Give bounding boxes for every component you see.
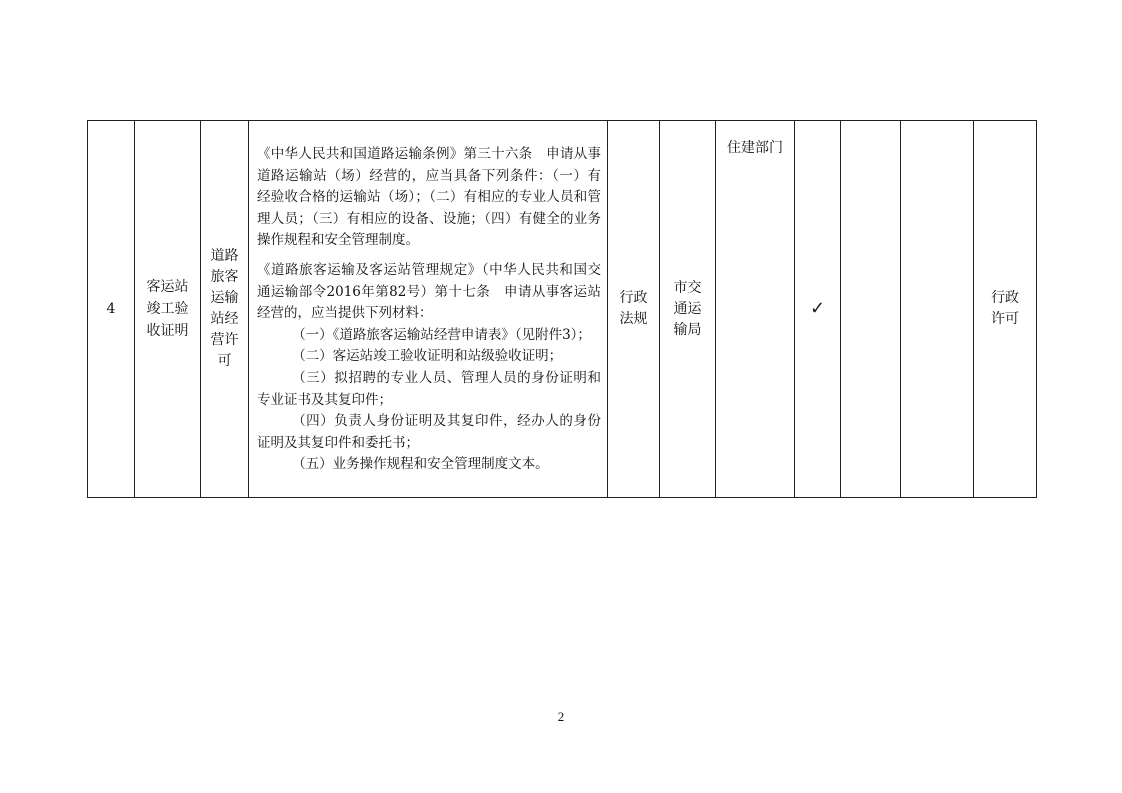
table-row: [88, 121, 1037, 498]
basis-item-1: （一）《道路旅客运输站经营申请表》（见附件3）；: [292, 326, 591, 343]
check-mark-icon: ✓: [809, 297, 826, 319]
issuing-department: 住建部门: [727, 140, 783, 156]
row-index: 4: [106, 301, 116, 317]
department-cell: [660, 121, 716, 498]
item-name: 客运站竣工验收证明: [146, 279, 189, 339]
issuing-department-cell: [716, 121, 795, 498]
category: 行政许可: [991, 290, 1019, 327]
basis-type: 行政法规: [619, 290, 648, 327]
page-number: 2: [557, 709, 565, 724]
basis-cell: [249, 121, 608, 498]
basis-regulation-2: 《道路旅客运输及客运站管理规定》（中华人民共和国交通运输部令2016年第82号）第十七条 申请从事客运站经营的，应当提供下列材料：: [257, 262, 601, 322]
matter-name: 道路旅客运输站经营许可: [210, 248, 239, 369]
empty-cell-9: [901, 121, 974, 498]
item-name-cell: [135, 121, 201, 498]
requirements-table: [87, 120, 1037, 498]
basis-item-2: （二）客运站竣工验收证明和站级验收证明；: [292, 348, 563, 365]
department: 市交通运输局: [673, 279, 702, 338]
check-cell: [795, 121, 841, 498]
row-index-cell: [88, 121, 135, 498]
basis-item-5: （五）业务操作规程和安全管理制度文本。: [292, 456, 549, 473]
matter-cell: [201, 121, 249, 498]
basis-item-3: （三）拟招聘的专业人员、管理人员的身份证明和专业证书及其复印件；: [257, 369, 601, 408]
empty-cell-8: [841, 121, 901, 498]
basis-type-cell: [608, 121, 660, 498]
basis-item-4: （四）负责人身份证明及其复印件，经办人的身份证明及其复印件和委托书；: [257, 413, 601, 451]
basis-regulation-1: 《中华人民共和国道路运输条例》第三十六条 申请从事道路运输站（场）经营的，应当具备下列条件：（一）有经验收合格的运输站（场）；（二）有相应的专业人员和管理人员；（三）有相应的设备、设施；（四）有健全的业务操作规程和安全管理制度。: [257, 146, 601, 249]
category-cell: [974, 121, 1037, 498]
